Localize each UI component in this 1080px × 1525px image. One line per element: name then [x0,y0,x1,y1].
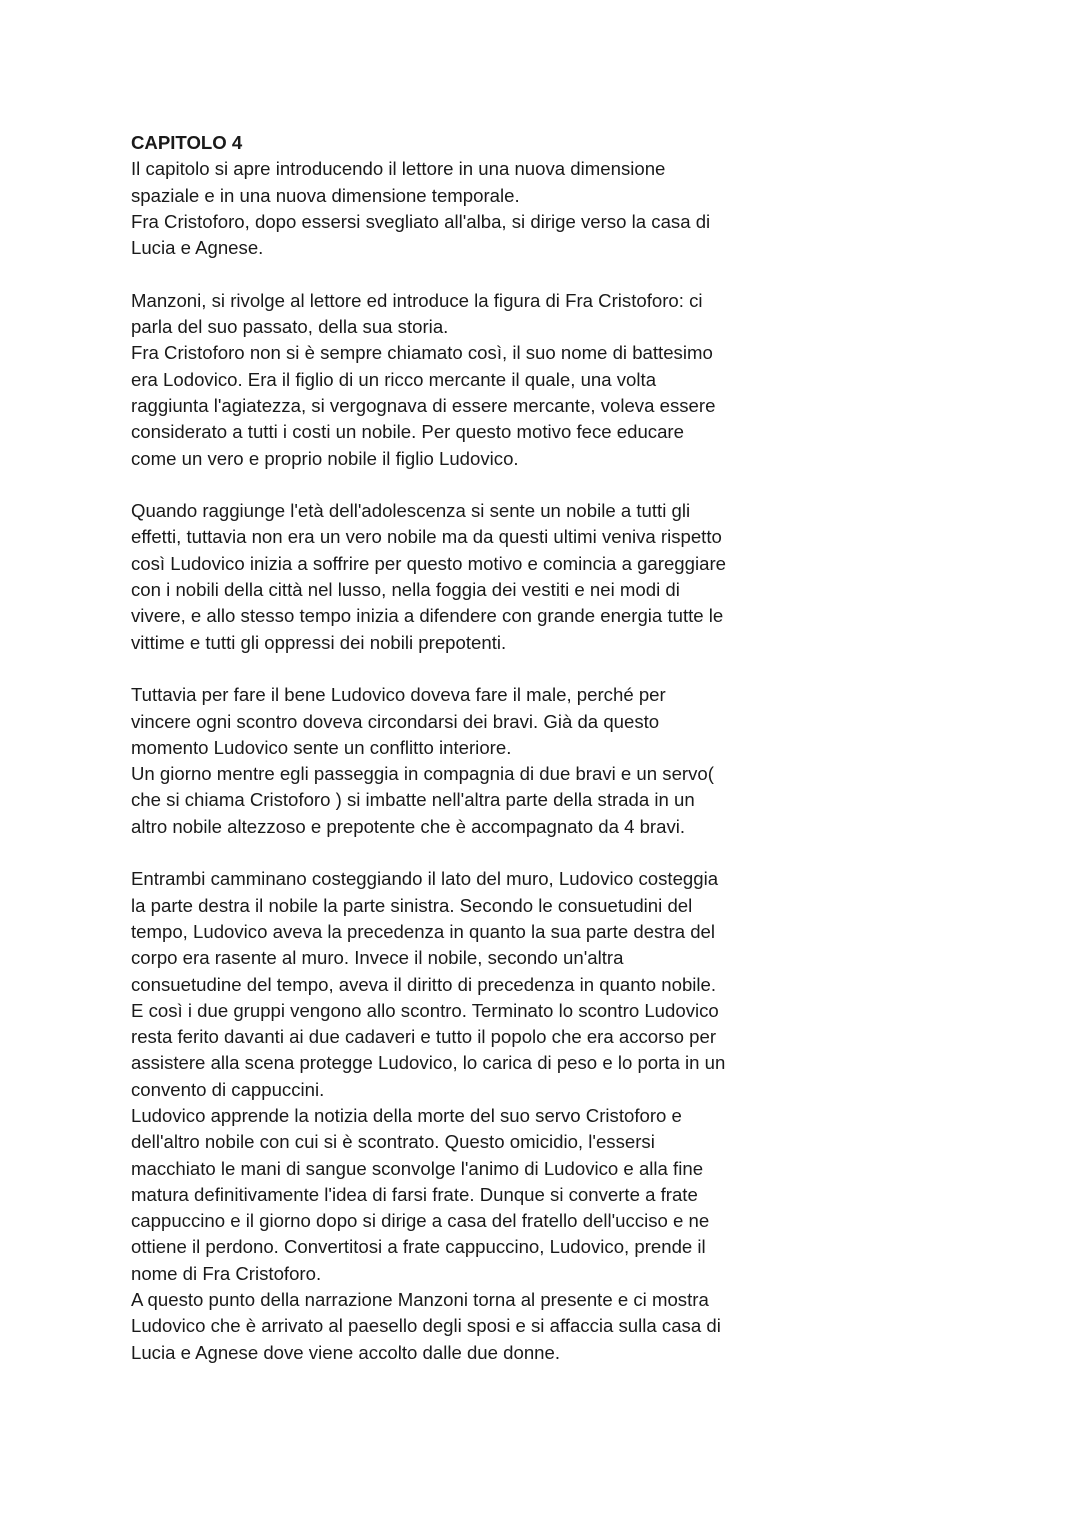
text-line: così Ludovico inizia a soffrire per questo motivo e comincia a gareggiare [131,552,726,574]
text-line: vittime e tutti gli oppressi dei nobili prepotenti. [131,631,507,653]
text-line: Il capitolo si apre introducendo il lettore in una nuova dimensione [131,158,666,180]
text-line: era Lodovico. Era il figlio di un ricco mercante il quale, una volta [131,368,657,390]
text-line: convento di cappuccini. [131,1078,325,1100]
text-line: E così i due gruppi vengono allo scontro. Terminato lo scontro Ludovico [131,999,719,1021]
text-line: consuetudine del tempo, aveva il diritto di precedenza in quanto nobile. [131,973,717,995]
text-line: considerato a tutti i costi un nobile. Per questo motivo fece educare [131,421,684,443]
text-line: Lucia e Agnese dove viene accolto dalle due donne. [131,1341,561,1363]
text-line: dell'altro nobile con cui si è scontrato. Questo omicidio, l'essersi [131,1131,655,1153]
document-body [131,130,831,1366]
text-line: spaziale e in una nuova dimensione temporale. [131,184,520,206]
text-line: matura definitivamente l'idea di farsi frate. Dunque si converte a frate [131,1183,698,1205]
text-line: Quando raggiunge l'età dell'adolescenza si sente un nobile a tutti gli [131,500,691,522]
text-line: Un giorno mentre egli passeggia in compagnia di due bravi e un servo( [131,763,714,785]
text-line: cappuccino e il giorno dopo si dirige a casa del fratello dell'ucciso e ne [131,1210,710,1232]
text-line: altro nobile altezzoso e prepotente che è accompagnato da 4 bravi. [131,815,686,837]
text-line: resta ferito davanti ai due cadaveri e tutto il popolo che era accorso per [131,1026,717,1048]
text-line: corpo era rasente al muro. Invece il nobile, secondo un'altra [131,947,624,969]
paragraph-break [131,472,831,498]
text-line: A questo punto della narrazione Manzoni torna al presente e ci mostra [131,1289,709,1311]
paragraph-break [131,656,831,682]
text-line: ottiene il perdono. Convertitosi a frate cappuccino, Ludovico, prende il [131,1236,706,1258]
text-line: vivere, e allo stesso tempo inizia a difendere con grande energia tutte le [131,605,724,627]
text-line: parla del suo passato, della sua storia. [131,316,449,338]
text-lines [131,156,831,1366]
text-line: Ludovico che è arrivato al paesello degli sposi e si affaccia sulla casa di [131,1315,721,1337]
text-line: nome di Fra Cristoforo. [131,1262,322,1284]
text-line: la parte destra il nobile la parte sinistra. Secondo le consuetudini del [131,894,693,916]
text-line: effetti, tuttavia non era un vero nobile ma da questi ultimi veniva rispetto [131,526,722,548]
text-line: assistere alla scena protegge Ludovico, lo carica di peso e lo porta in un [131,1052,726,1074]
text-line: Fra Cristoforo non si è sempre chiamato così, il suo nome di battesimo [131,342,713,364]
text-line: che si chiama Cristoforo ) si imbatte nell'altra parte della strada in un [131,789,695,811]
text-line: Entrambi camminano costeggiando il lato del muro, Ludovico costeggia [131,868,719,890]
text-line: con i nobili della città nel lusso, nella foggia dei vestiti e nei modi di [131,579,680,601]
text-line: macchiato le mani di sangue sconvolge l'animo di Ludovico e alla fine [131,1157,704,1179]
paragraph-break [131,261,831,287]
text-line: come un vero e proprio nobile il figlio Ludovico. [131,447,519,469]
text-line: Manzoni, si rivolge al lettore ed introduce la figura di Fra Cristoforo: ci [131,289,703,311]
text-line: vincere ogni scontro doveva circondarsi dei bravi. Già da questo [131,710,660,732]
text-line: tempo, Ludovico aveva la precedenza in quanto la sua parte destra del [131,920,716,942]
text-line: raggiunta l'agiatezza, si vergognava di essere mercante, voleva essere [131,394,716,416]
text-line: momento Ludovico sente un conflitto interiore. [131,736,512,758]
chapter-title: CAPITOLO 4 [131,132,243,153]
text-line: Ludovico apprende la notizia della morte del suo servo Cristoforo e [131,1104,682,1126]
text-line: Tuttavia per fare il bene Ludovico doveva fare il male, perché per [131,684,666,706]
text-line: Lucia e Agnese. [131,237,264,259]
paragraph-break [131,840,831,866]
text-line: Fra Cristoforo, dopo essersi svegliato all'alba, si dirige verso la casa di [131,210,711,232]
